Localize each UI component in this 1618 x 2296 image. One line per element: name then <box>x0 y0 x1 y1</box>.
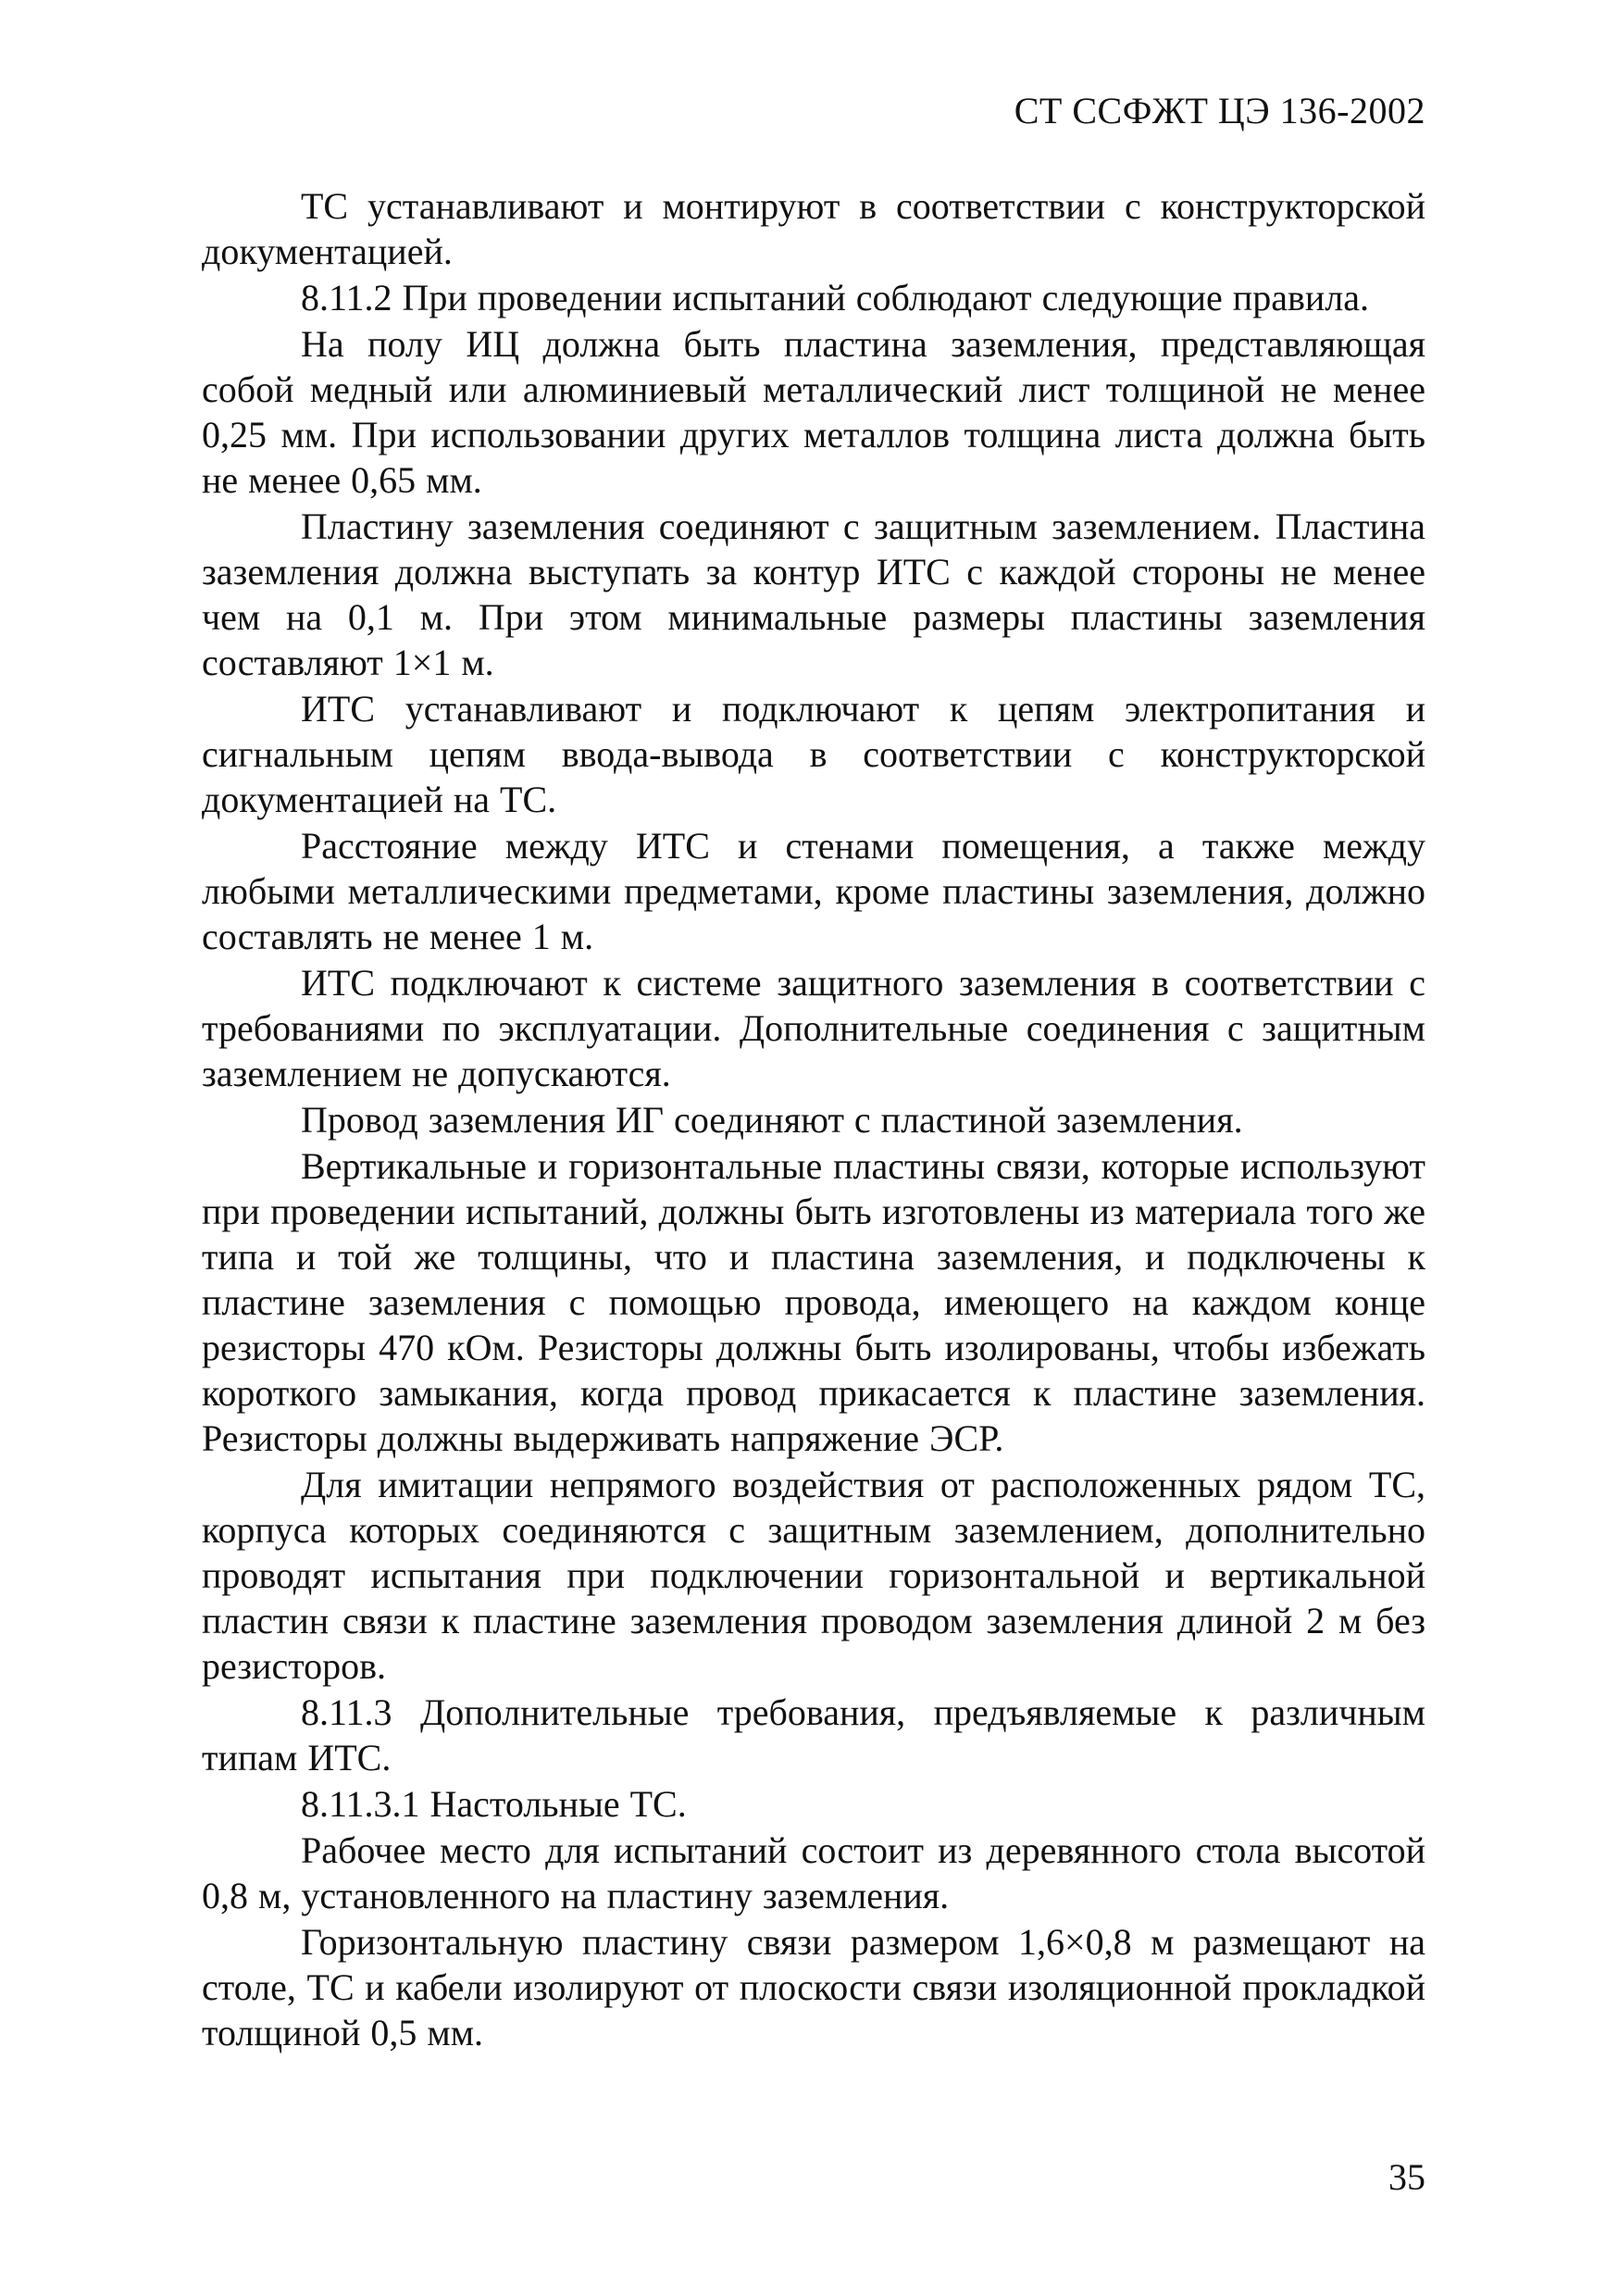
paragraph-ts-installation: ТС устанавливают и монтируют в соответствии с конструкторской документацией. <box>202 185 1425 272</box>
paragraph-horizontal-plane: Горизонтальную пластину связи размером 1,6×0,8 м размещают на столе, ТС и кабели изолируют от плоскости связи изоляционной прокладкой толщиной 0,5 мм. <box>202 1921 1425 2053</box>
paragraph-generator-wire: Провод заземления ИГ соединяют с пластиной заземления. <box>301 1099 1243 1141</box>
paragraph-8-11-3-1: 8.11.3.1 Настольные ТС. <box>301 1783 687 1825</box>
document-code-header: СТ ССФЖТ ЦЭ 136-2002 <box>1014 90 1425 131</box>
paragraph-8-11-2: 8.11.2 При проведении испытаний соблюдают следующие правила. <box>301 277 1369 318</box>
page-number: 35 <box>1388 2156 1425 2198</box>
paragraph-8-11-3: 8.11.3 Дополнительные требования, предъявляемые к различным типам ИТС. <box>202 1691 1425 1778</box>
paragraph-distance: Расстояние между ИТС и стенами помещения, а также между любыми металлическими предметами, кроме пластины заземления, должно составлять не менее 1 м. <box>202 825 1425 957</box>
paragraph-protective-ground: ИТС подключают к системе защитного заземления в соответствии с требованиями по эксплуатации. Дополнительные соединения с защитным заземлением не допускаются. <box>202 962 1425 1094</box>
paragraph-plate-connection: Пластину заземления соединяют с защитным заземлением. Пластина заземления должна выступать за контур ИТС с каждой стороны не менее чем на 0,1 м. При этом минимальные размеры пластины заземления составляют 1×1 м. <box>202 505 1425 683</box>
page-body <box>202 183 1425 2056</box>
paragraph-indirect-discharge: Для имитации непрямого воздействия от расположенных рядом ТС, корпуса которых соединяются с защитным заземлением, дополнительно проводят испытания при подключении горизонтальной и вертикальной пластин связи к пластине заземления проводом заземления длиной 2 м без резисторов. <box>202 1464 1425 1687</box>
paragraph-its-connection: ИТС устанавливают и подключают к цепям электропитания и сигнальным цепям ввода-вывода в соответствии с конструкторской документацией на ТС. <box>202 688 1425 820</box>
paragraph-grounding-plate: На полу ИЦ должна быть пластина заземления, представляющая собой медный или алюминиевый металлический лист толщиной не менее 0,25 мм. При использовании других металлов толщина листа должна быть не менее 0,65 мм. <box>202 323 1425 501</box>
paragraph-coupling-planes: Вертикальные и горизонтальные пластины связи, которые используют при проведении испытаний, должны быть изготовлены из материала того же типа и той же толщины, что и пластина заземления, и подключены к пластине заземления с помощью провода, имеющего на каждом конце резисторы 470 кОм. Резисторы должны быть изолированы, чтобы избежать короткого замыкания, когда провод прикасается к пластине заземления. Резисторы должны выдерживать напряжение ЭСР. <box>202 1145 1425 1459</box>
paragraph-test-table: Рабочее место для испытаний состоит из деревянного стола высотой 0,8 м, установленного на пластину заземления. <box>202 1829 1425 1916</box>
